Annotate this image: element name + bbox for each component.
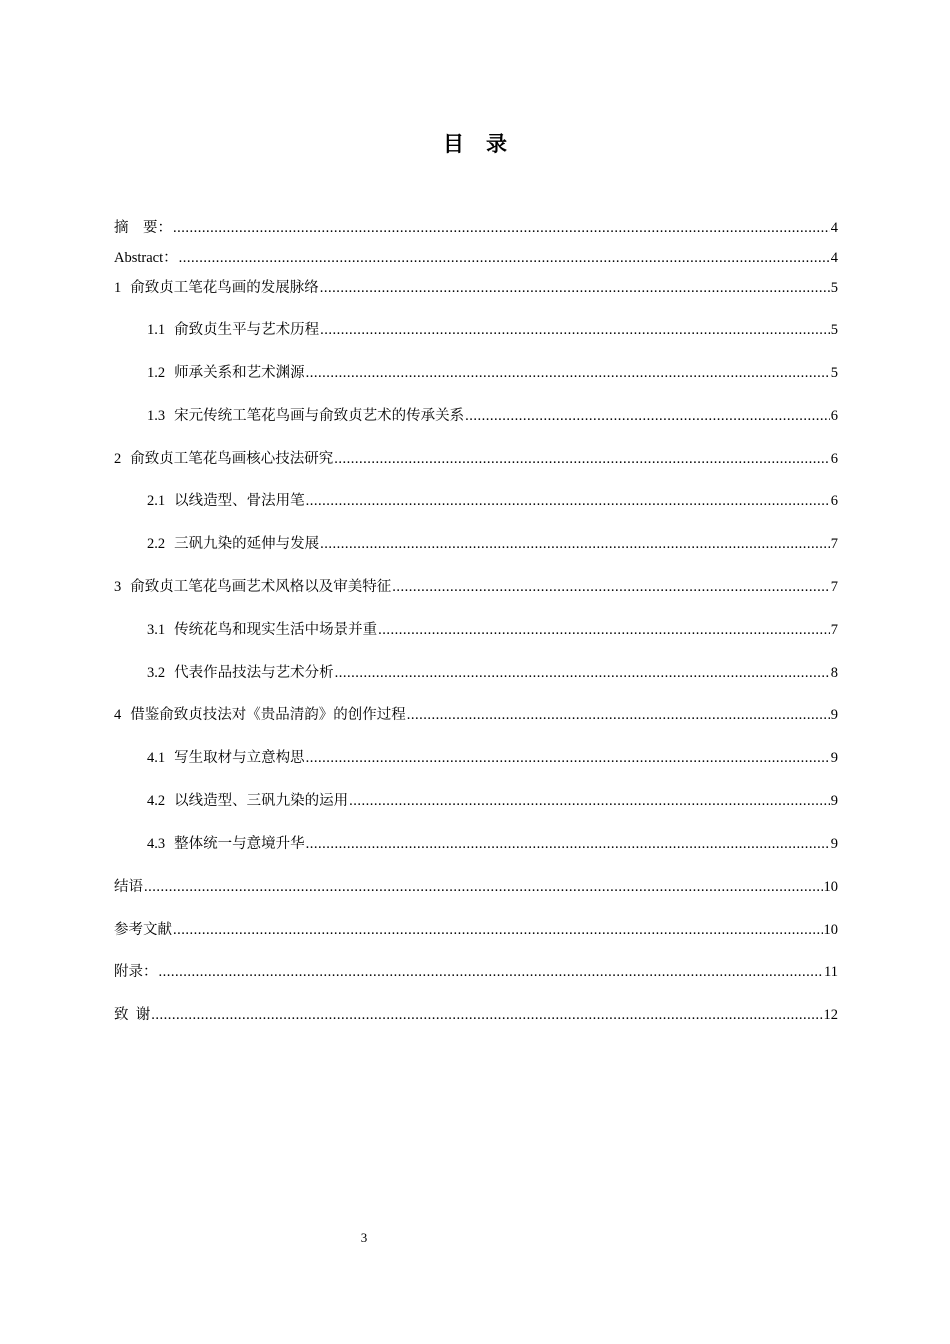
toc-entry-number: 3 xyxy=(114,579,122,595)
toc-entry-text: 传统花鸟和现实生活中场景并重 xyxy=(174,622,378,638)
toc-entry-page: 6 xyxy=(830,451,838,467)
toc-title: 目录 xyxy=(443,132,529,156)
toc-entry-chapter-1[interactable] xyxy=(114,277,838,299)
toc-entry-section-4-2[interactable] xyxy=(147,790,838,812)
toc-entry-text: 结语 xyxy=(114,879,143,895)
toc-entry-text: 俞致贞生平与艺术历程 xyxy=(174,322,320,338)
toc-entry-page: 9 xyxy=(830,836,838,852)
toc-entry-page: 5 xyxy=(830,322,838,338)
toc-entry-number: 1 xyxy=(114,280,122,296)
toc-entry-text: 师承关系和艺术渊源 xyxy=(174,365,305,381)
toc-leader-dots xyxy=(306,490,830,512)
toc-entry-text: 宋元传统工笔花鸟画与俞致贞艺术的传承关系 xyxy=(174,408,465,424)
toc-leader-dots xyxy=(306,833,830,855)
toc-entry-section-4-3[interactable] xyxy=(147,833,838,855)
toc-entry-chapter-4[interactable] xyxy=(114,704,838,726)
toc-leader-dots xyxy=(173,217,830,239)
toc-entry-page: 6 xyxy=(830,493,838,509)
toc-entry-number: 4.3 xyxy=(147,836,166,852)
toc-entry-page: 7 xyxy=(830,579,838,595)
toc-leader-dots xyxy=(320,277,830,299)
toc-entry-conclusion[interactable] xyxy=(114,876,838,898)
toc-entry-number: 4.2 xyxy=(147,793,166,809)
toc-entry-section-1-2[interactable] xyxy=(147,362,838,384)
toc-entry-number: 4.1 xyxy=(147,750,166,766)
toc-entry-page: 5 xyxy=(830,365,838,381)
toc-entry-page: 12 xyxy=(823,1007,838,1023)
toc-entry-abstract-cn[interactable] xyxy=(114,217,838,239)
toc-entry-text: 附录： xyxy=(114,964,158,980)
toc-entry-page: 10 xyxy=(823,879,838,895)
toc-leader-dots xyxy=(320,319,830,341)
toc-entry-references[interactable] xyxy=(114,919,838,941)
toc-entry-text: 整体统一与意境升华 xyxy=(174,836,305,852)
toc-entry-number: 3.1 xyxy=(147,622,166,638)
toc-entry-section-1-3[interactable] xyxy=(147,405,838,427)
toc-entry-number: 2.1 xyxy=(147,493,166,509)
toc-entry-text: 代表作品技法与艺术分析 xyxy=(174,665,334,681)
toc-leader-dots xyxy=(407,704,830,726)
toc-entry-section-4-1[interactable] xyxy=(147,747,838,769)
toc-entry-page: 9 xyxy=(830,793,838,809)
toc-entry-chapter-3[interactable] xyxy=(114,576,838,598)
toc-entry-text: 摘 要： xyxy=(114,220,172,236)
toc-leader-dots xyxy=(173,919,823,941)
toc-entry-number: 1.1 xyxy=(147,322,166,338)
toc-entry-page: 6 xyxy=(830,408,838,424)
toc-entry-text: 以线造型、骨法用笔 xyxy=(174,493,305,509)
toc-entry-page: 11 xyxy=(824,964,838,980)
toc-entry-page: 7 xyxy=(830,622,838,638)
toc-entry-text: Abstract： xyxy=(114,250,178,266)
toc-entry-section-1-1[interactable] xyxy=(147,319,838,341)
toc-leader-dots xyxy=(465,405,830,427)
toc-entry-number: 1.2 xyxy=(147,365,166,381)
toc-leader-dots xyxy=(306,362,830,384)
toc-leader-dots xyxy=(159,961,824,983)
toc-entry-text: 致 谢 xyxy=(114,1007,151,1023)
toc-entry-text: 三矾九染的延伸与发展 xyxy=(174,536,320,552)
toc-leader-dots xyxy=(151,1004,822,1026)
toc-entry-section-3-1[interactable] xyxy=(147,619,838,641)
toc-entry-section-2-2[interactable] xyxy=(147,533,838,555)
toc-leader-dots xyxy=(320,533,830,555)
toc-leader-dots xyxy=(334,448,830,470)
toc-entry-number: 4 xyxy=(114,707,122,723)
toc-leader-dots xyxy=(378,619,830,641)
toc-entry-page: 4 xyxy=(830,220,838,236)
toc-leader-dots xyxy=(392,576,830,598)
page-number: 3 xyxy=(360,1230,368,1245)
toc-entry-number: 3.2 xyxy=(147,665,166,681)
toc-entry-chapter-2[interactable] xyxy=(114,448,838,470)
toc-entry-text: 参考文献 xyxy=(114,922,172,938)
toc-entry-page: 8 xyxy=(830,665,838,681)
toc-entry-section-2-1[interactable] xyxy=(147,490,838,512)
toc-entry-abstract-en[interactable] xyxy=(114,247,838,269)
toc-entry-appendix[interactable] xyxy=(114,961,838,983)
toc-entry-number: 2.2 xyxy=(147,536,166,552)
toc-entry-acknowledgements[interactable] xyxy=(114,1004,838,1026)
toc-entry-page: 4 xyxy=(830,250,838,266)
toc-entry-text: 写生取材与立意构思 xyxy=(174,750,305,766)
toc-leader-dots xyxy=(349,790,830,812)
toc-entry-section-3-2[interactable] xyxy=(147,662,838,684)
toc-leader-dots xyxy=(335,662,830,684)
toc-leader-dots xyxy=(306,747,830,769)
toc-leader-dots xyxy=(144,876,823,898)
toc-leader-dots xyxy=(179,247,830,269)
toc-entry-page: 10 xyxy=(823,922,838,938)
toc-entry-text: 借鉴俞致贞技法对《贵品清韵》的创作过程 xyxy=(130,707,406,723)
toc-entry-text: 俞致贞工笔花鸟画艺术风格以及审美特征 xyxy=(130,579,392,595)
toc-entry-number: 1.3 xyxy=(147,408,166,424)
toc-entry-text: 以线造型、三矾九染的运用 xyxy=(174,793,349,809)
toc-entry-page: 7 xyxy=(830,536,838,552)
toc-entry-page: 5 xyxy=(830,280,838,296)
toc-entry-page: 9 xyxy=(830,707,838,723)
toc-entry-text: 俞致贞工笔花鸟画的发展脉络 xyxy=(130,280,319,296)
toc-entry-text: 俞致贞工笔花鸟画核心技法研究 xyxy=(130,451,334,467)
toc-entry-page: 9 xyxy=(830,750,838,766)
toc-entry-number: 2 xyxy=(114,451,122,467)
